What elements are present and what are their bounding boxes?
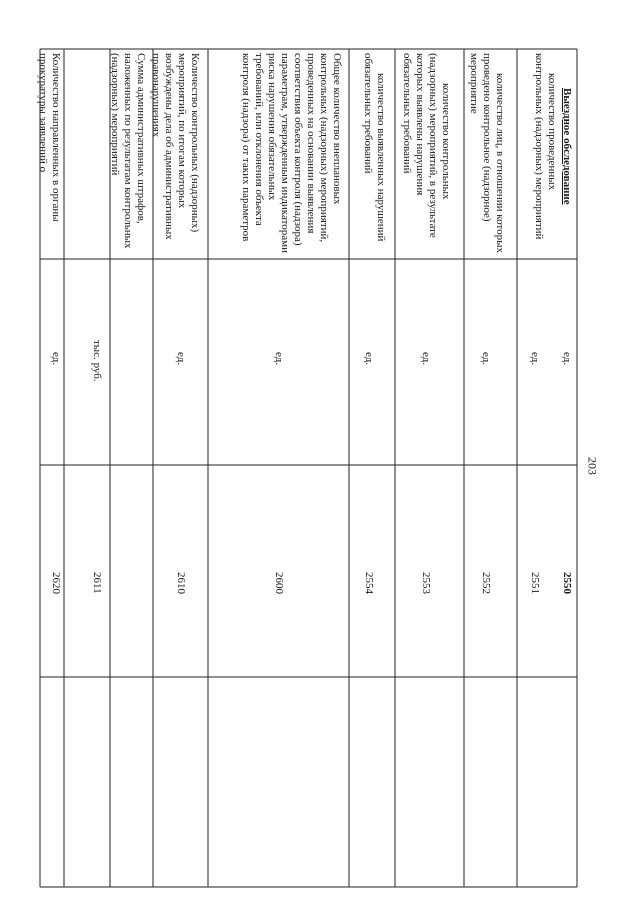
row-unit: ед.	[420, 352, 432, 366]
row-code: 2611	[91, 572, 103, 594]
row-code: 2620	[50, 572, 62, 594]
row-label: количество проведенных контрольных (надзорных) мероприятий	[533, 53, 558, 240]
row-unit: ед.	[561, 352, 573, 366]
row-unit: ед.	[529, 352, 541, 366]
page-number-text: 203	[585, 457, 600, 475]
row-unit: ед.	[50, 352, 62, 366]
row-code: 2550	[561, 572, 573, 594]
row-code: 2610	[175, 572, 187, 594]
row-label: Количество контрольных (надзорных) мероприятий, по итогам которых возбуждены дела об административных правонарушениях	[150, 53, 201, 240]
row-unit: ед.	[273, 352, 285, 366]
row-code: 2551	[529, 572, 541, 594]
row-code: 2552	[480, 572, 492, 594]
row-code: 2600	[273, 572, 285, 594]
row-unit: ед.	[363, 352, 375, 366]
row-label: количество выявленных нарушений обязательных требований	[362, 53, 387, 242]
row-unit: тыс. руб.	[91, 340, 103, 382]
row-label: Общее количество внеплановых контрольных (надзорных) мероприятий, проведенных на основании выявления соответствия объекта контроля (надзора) параметрам, утвержденным индикаторами риска нарушения обязательных требований, или отклонения объекта контроля (надзора) от таких параметров	[240, 53, 343, 253]
row-unit: ед.	[480, 352, 492, 366]
row-label: Количество направленных в органы прокуратуры заявлений о	[37, 53, 62, 222]
row-code: 2554	[363, 572, 375, 594]
row-label: количество контрольных (надзорных) мероприятий, в результате которых выявлены нарушения обязательных требований	[401, 53, 452, 238]
row-label: количество лиц, в отношении которых проведено контрольное (надзорное) мероприятие	[468, 53, 506, 253]
row-label: Сумма административных штрафов, наложенных по результатам контрольных (надзорных) мероприятий	[109, 53, 147, 249]
row-code: 2553	[420, 572, 432, 594]
row-label: Выездное обследование	[561, 88, 573, 205]
row-unit: ед.	[175, 352, 187, 366]
